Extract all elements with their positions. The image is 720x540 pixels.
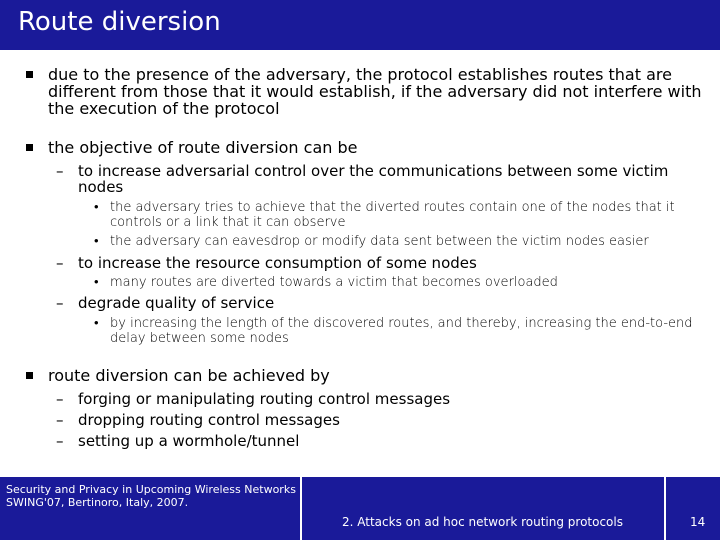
objective-1-sub-2 — [94, 234, 700, 249]
objective-3-sub-1 — [94, 316, 700, 346]
method-2 — [56, 411, 708, 429]
objective-1 — [56, 162, 708, 196]
dot-bullet-icon: • — [94, 200, 99, 215]
footer-line-1: Security and Privacy in Upcoming Wireless Networks — [6, 483, 296, 496]
bullet-3-text: route diversion can be achieved by — [48, 366, 330, 385]
slide-title: Route diversion — [18, 7, 221, 37]
method-3 — [56, 432, 708, 450]
objective-1-sub-1-text: the adversary tries to achieve that the diverted routes contain one of the nodes that it controls or a link that it can observe — [110, 200, 675, 230]
bullet-1-text: due to the presence of the adversary, the protocol establishes routes that are different from those that it would establish, if the adversary did not interfere with the execution of the protocol — [48, 65, 702, 118]
objective-3-text: degrade quality of service — [78, 294, 275, 312]
footer-course-info — [6, 483, 296, 509]
square-bullet-icon — [26, 71, 33, 78]
method-1-text: forging or manipulating routing control messages — [78, 390, 451, 408]
dash-bullet-icon: – — [56, 390, 64, 408]
footer-divider — [300, 477, 302, 540]
footer — [0, 477, 720, 540]
bullet-2 — [48, 139, 708, 156]
method-1 — [56, 390, 708, 408]
bullet-2-text: the objective of route diversion can be — [48, 138, 358, 157]
dash-bullet-icon: – — [56, 411, 64, 429]
objective-2-sub-1 — [94, 275, 700, 290]
bullet-3 — [48, 367, 708, 384]
bullet-1 — [48, 66, 708, 117]
objective-3-sub-1-text: by increasing the length of the discovered routes, and thereby, increasing the end-to-end delay between some nodes — [110, 316, 693, 346]
footer-line-2: SWING'07, Bertinoro, Italy, 2007. — [6, 496, 189, 509]
title-bar — [0, 0, 720, 50]
objective-2 — [56, 254, 708, 272]
dash-bullet-icon: – — [56, 294, 64, 312]
dot-bullet-icon: • — [94, 316, 99, 331]
objective-1-sub-2-text: the adversary can eavesdrop or modify data sent between the victim nodes easier — [110, 234, 649, 249]
square-bullet-icon — [26, 144, 33, 151]
method-2-text: dropping routing control messages — [78, 411, 340, 429]
square-bullet-icon — [26, 372, 33, 379]
method-3-text: setting up a wormhole/tunnel — [78, 432, 300, 450]
dash-bullet-icon: – — [56, 254, 64, 272]
objective-1-sub-1 — [94, 200, 700, 230]
objective-2-text: to increase the resource consumption of some nodes — [78, 254, 477, 272]
footer-divider — [664, 477, 666, 540]
dash-bullet-icon: – — [56, 162, 64, 180]
footer-chapter: 2. Attacks on ad hoc network routing protocols — [342, 515, 623, 529]
dot-bullet-icon: • — [94, 234, 99, 249]
objective-1-text: to increase adversarial control over the communications between some victim nodes — [78, 162, 669, 196]
objective-2-sub-1-text: many routes are diverted towards a victim that becomes overloaded — [110, 275, 558, 290]
page-number: 14 — [690, 515, 706, 529]
dash-bullet-icon: – — [56, 432, 64, 450]
dot-bullet-icon: • — [94, 275, 99, 290]
objective-3 — [56, 294, 708, 312]
